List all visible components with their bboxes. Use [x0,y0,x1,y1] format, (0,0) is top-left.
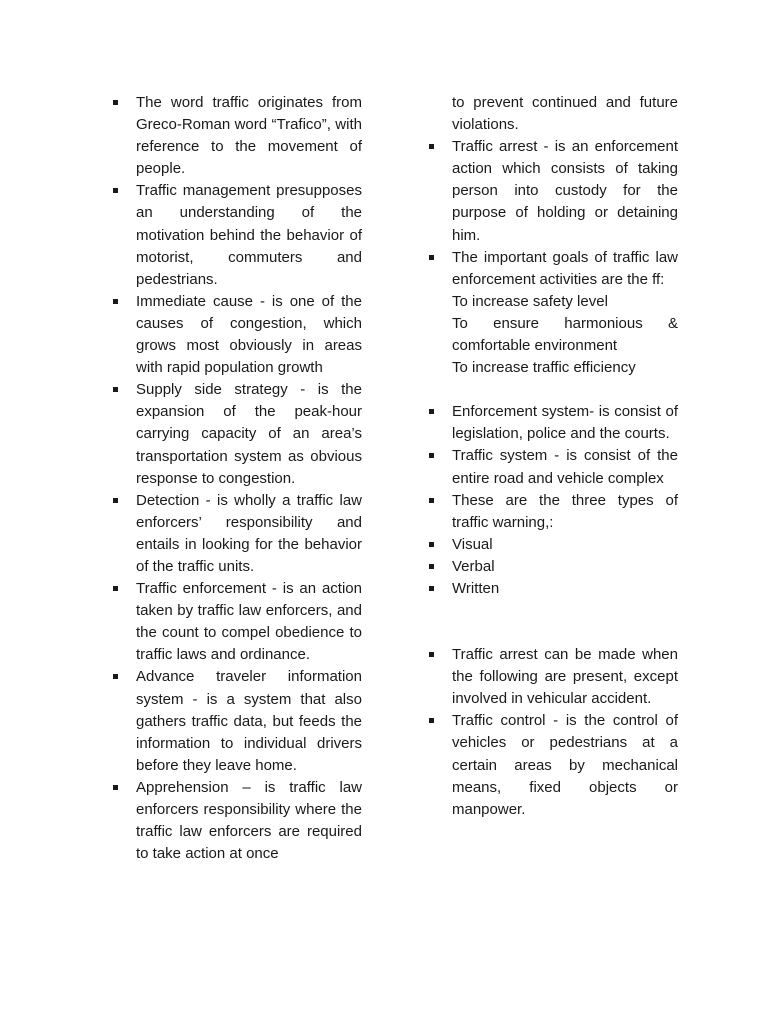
list-item-goals: The important goals of traffic law enforcement activities are the ff: [428,247,678,291]
right-bullet-list-a [428,136,678,291]
continued-text: to prevent continued and future violations. [452,94,678,134]
goal-item: To increase safety level [452,292,608,310]
list-item-warning-written: Written [428,578,678,600]
left-column [112,92,362,865]
left-bullet-list [112,92,362,865]
list-item: The word traffic originates from Greco-Roman word “Trafico”, with reference to the movement of people. [112,92,362,180]
goal-item: To increase traffic efficiency [452,359,636,377]
spacer [428,379,678,401]
right-column [428,92,678,821]
spacer [428,600,678,644]
list-item: Supply side strategy - is the expansion of the peak-hour carrying capacity of an area’s transportation system as obvious response to congestion. [112,379,362,489]
list-item: Traffic management presupposes an understanding of the motivation behind the behavior of motorist, commuters and pedestrians. [112,180,362,290]
list-item: Detection - is wholly a traffic law enforcers’ responsibility and entails in looking for the behavior of the traffic units. [112,490,362,578]
list-item-traffic-system: Traffic system - is consist of the entire road and vehicle complex [428,445,678,489]
list-item-warning-verbal: Verbal [428,556,678,578]
right-bullet-list-b [428,401,678,600]
list-item-warning-visual: Visual [428,534,678,556]
list-item-traffic-control: Traffic control - is the control of vehicles or pedestrians at a certain areas by mechanical means, fixed objects or manpower. [428,710,678,820]
right-bullet-list-c [428,644,678,821]
list-item-traffic-arrest: Traffic arrest - is an enforcement action which consists of taking person into custody for the purpose of holding or detaining him. [428,136,678,246]
list-item: Immediate cause - is one of the causes of congestion, which grows most obviously in areas with rapid population growth [112,291,362,379]
list-item-enforcement-system: Enforcement system- is consist of legislation, police and the courts. [428,401,678,445]
list-item-arrest-conditions: Traffic arrest can be made when the following are present, except involved in vehicular accident. [428,644,678,710]
list-item: Advance traveler information system - is a system that also gathers traffic data, but feeds the information to individual drivers before they leave home. [112,666,362,776]
goal-item: To ensure harmonious & comfortable environment [452,314,678,355]
list-item: Apprehension – is traffic law enforcers responsibility where the traffic law enforcers are required to take action at once [112,777,362,865]
list-item-warning-types: These are the three types of traffic warning,: [428,490,678,534]
list-item: Traffic enforcement - is an action taken by traffic law enforcers, and the count to compel obedience to traffic laws and ordinance. [112,578,362,666]
